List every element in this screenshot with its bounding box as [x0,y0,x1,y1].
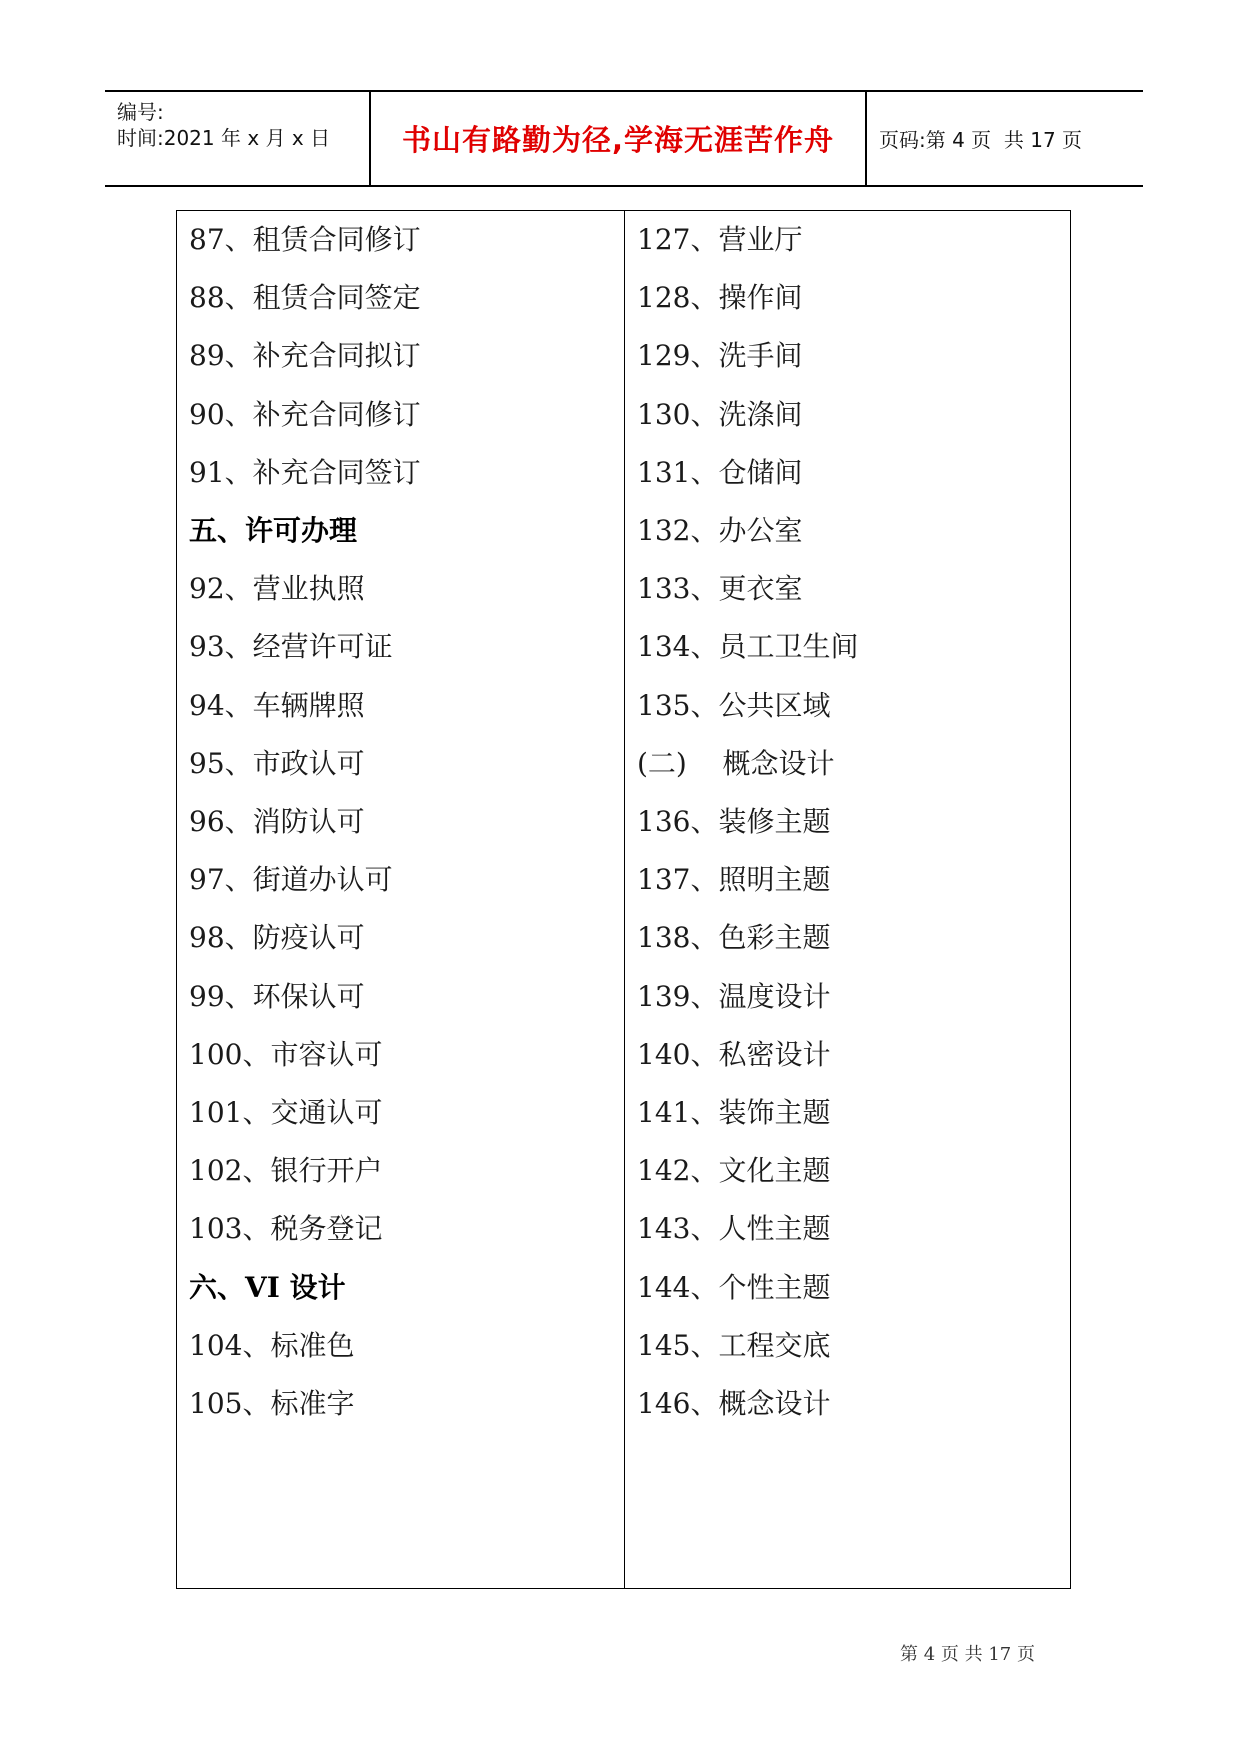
header-meta-cell [105,92,371,185]
toc-item: 142、文化主题 [637,1154,831,1188]
toc-item: 96、消防认可 [189,805,365,838]
toc-item: 87、租赁合同修订 [189,223,421,256]
toc-item: 128、操作间 [637,281,803,315]
toc-item: 135、公共区域 [637,688,831,722]
toc-item: 136、装修主题 [637,805,831,838]
toc-item: 98、防疫认可 [189,921,365,955]
toc-item: 101、交通认可 [189,1096,383,1129]
toc-item: 100、市容认可 [189,1037,383,1071]
toc-item: 145、工程交底 [637,1328,831,1362]
toc-right-column [625,211,1070,1588]
toc-table [176,210,1071,1589]
toc-left-column [177,211,625,1588]
toc-item: 144、个性主题 [637,1270,831,1304]
toc-section-heading: 五、许可办理 [189,514,358,547]
header-page-cell [867,92,1143,185]
toc-item: 138、色彩主题 [637,921,831,955]
toc-item: 133、更衣室 [637,572,803,606]
toc-item: 93、经营许可证 [189,630,393,664]
toc-item: 104、标准色 [189,1328,355,1362]
page-footer: 第 4 页 共 17 页 [900,1644,1035,1665]
header-page-code: 页码:第 4 页 共 17 页 [879,128,1083,152]
toc-item: (二) 概念设计 [637,746,835,780]
toc-item: 131、仓储间 [637,455,803,489]
header-motto-cell [371,92,867,185]
toc-item: 97、街道办认可 [189,863,393,897]
header-motto: 书山有路勤为径,学海无涯苦作舟 [401,123,835,157]
toc-item: 132、办公室 [637,514,803,547]
toc-item: 92、营业执照 [189,572,365,606]
toc-item: 105、标准字 [189,1387,355,1420]
toc-item: 95、市政认可 [189,746,365,780]
toc-item: 141、装饰主题 [637,1096,831,1129]
document-number-label: 编号: [117,100,164,124]
toc-item: 139、温度设计 [637,979,831,1013]
toc-item: 90、补充合同修订 [189,397,421,431]
toc-item: 94、车辆牌照 [189,688,365,722]
toc-item: 89、补充合同拟订 [189,339,421,373]
toc-item: 103、税务登记 [189,1212,383,1246]
toc-item: 99、环保认可 [189,979,365,1013]
toc-item: 134、员工卫生间 [637,630,859,664]
toc-item: 140、私密设计 [637,1037,831,1071]
toc-item: 91、补充合同签订 [189,455,421,489]
toc-item: 127、营业厅 [637,223,803,256]
toc-item: 146、概念设计 [637,1387,831,1420]
document-date-label: 时间:2021 年 x 月 x 日 [117,126,331,150]
toc-item: 102、银行开户 [189,1154,383,1188]
toc-item: 137、照明主题 [637,863,831,897]
toc-item: 129、洗手间 [637,339,803,373]
toc-section-heading: 六、VI 设计 [189,1270,346,1304]
page-header [105,90,1143,187]
toc-item: 88、租赁合同签定 [189,281,421,315]
toc-item: 130、洗涤间 [637,397,803,431]
toc-item: 143、人性主题 [637,1212,831,1246]
